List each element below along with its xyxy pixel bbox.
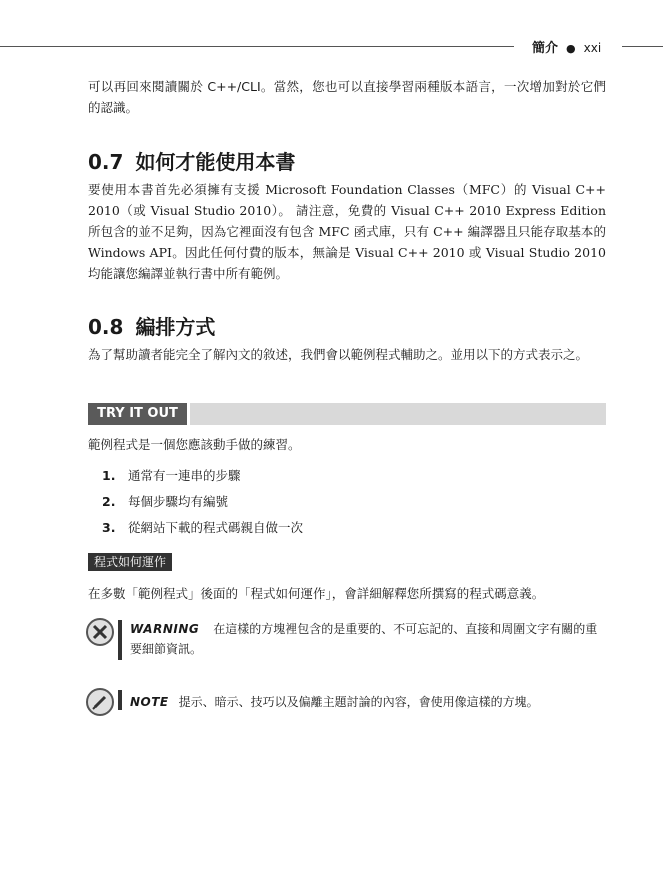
step-number: 2. — [102, 494, 116, 509]
intro-paragraph: 可以再回來閱讀關於 C++/CLI。當然，您也可以直接學習兩種版本語言，一次增加對於它們的認識。 — [88, 79, 606, 115]
section-heading-0-8 — [88, 311, 215, 340]
section-title: 編排方式 — [135, 315, 216, 339]
how-it-works-description: 在多數「範例程式」後面的「程式如何運作」，會詳細解釋您所撰寫的程式碼意義。 — [88, 586, 545, 601]
step-text: 通常有一連串的步驟 — [128, 468, 241, 483]
step-number: 3. — [102, 520, 116, 535]
note-title: NOTE — [130, 695, 169, 709]
try-it-out-label: TRY IT OUT — [88, 403, 187, 425]
section-heading-0-7 — [88, 146, 295, 175]
step-number: 1. — [102, 468, 116, 483]
list-item — [102, 492, 228, 510]
warning-text: 在這樣的方塊裡包含的是重要的、不可忘記的、直接和周圍文字有關的重要細節資訊。 — [130, 622, 598, 656]
page-number: xxi — [583, 41, 602, 55]
warning-box — [130, 619, 600, 659]
bullet-icon: ● — [566, 42, 576, 55]
header-rule-right — [622, 46, 663, 47]
step-text: 每個步驟均有編號 — [128, 494, 229, 509]
warning-x-icon — [86, 618, 114, 646]
list-item — [102, 518, 303, 536]
try-it-out-description: 範例程式是一個您應該動手做的練習。 — [88, 437, 301, 452]
note-pencil-icon — [86, 688, 114, 716]
how-it-works-label: 程式如何運作 — [88, 553, 172, 571]
section-number: 0.7 — [88, 150, 124, 174]
try-it-out-divider — [187, 403, 190, 425]
section-title: 如何才能使用本書 — [135, 150, 296, 174]
list-item — [102, 466, 241, 484]
header-rule-left — [0, 46, 514, 47]
section-number: 0.8 — [88, 315, 124, 339]
step-text: 從網站下載的程式碼親自做一次 — [128, 520, 304, 535]
section-0-7-body: 要使用本書首先必須擁有支援 Microsoft Foundation Classes（MFC）的 Visual C++ 2010（或 Visual Studio 2010）。 請注意，免費的 Visual C++ 2010 Express Edition 所包含的並不足夠，因為它裡面沒有包含 MFC 函式庫，只有 C++ 編譯器且只能存取基本的 Windows API。因此任何付費的版本，無論是 Visual C++ 2010 或 Visual Studio 2010 均能讓您編譯並執行書中所有範例。 — [88, 182, 606, 281]
running-header — [532, 37, 601, 56]
section-0-8-body: 為了幫助讀者能完全了解內文的敘述，我們會以範例程式輔助之。並用以下的方式表示之。 — [88, 347, 589, 362]
chapter-title: 簡介 — [532, 41, 559, 56]
note-bar — [118, 690, 122, 710]
warning-bar — [118, 620, 122, 660]
note-text: 提示、暗示、技巧以及偏離主題討論的內容，會使用像這樣的方塊。 — [178, 695, 539, 709]
note-box — [130, 693, 539, 710]
warning-title: WARNING — [130, 622, 200, 636]
